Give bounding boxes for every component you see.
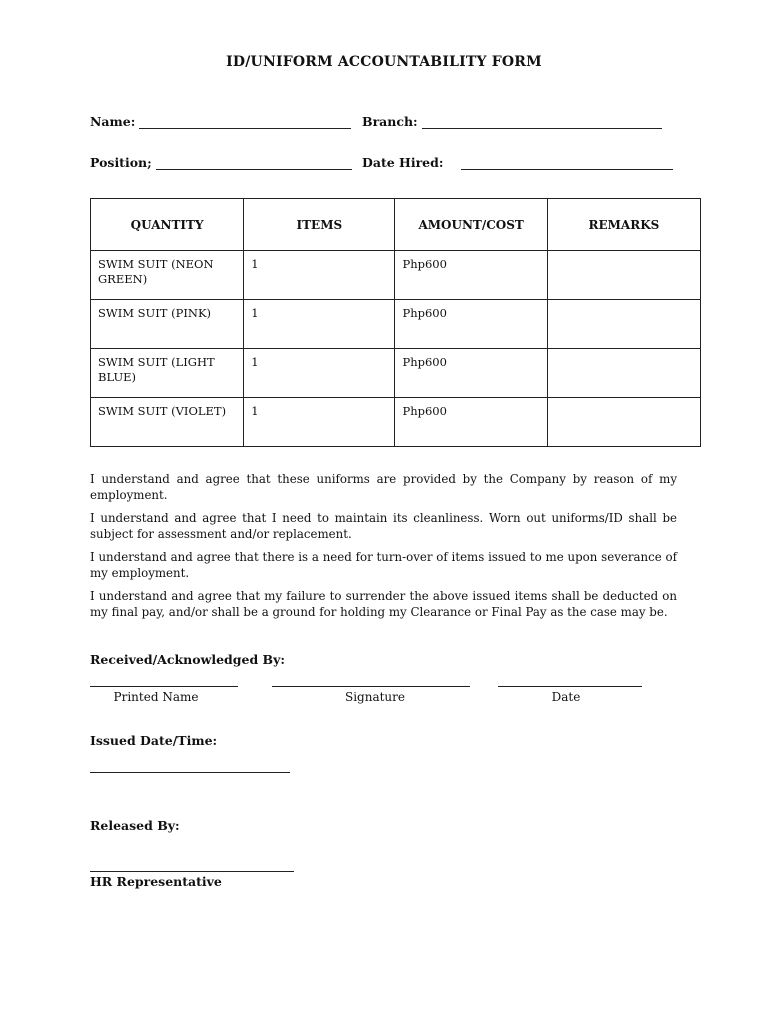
issued-date-line[interactable] [90, 772, 290, 773]
table-row [91, 251, 701, 300]
cell-amount: Php600 [395, 251, 547, 300]
agreement-paragraph-3: I understand and agree that there is a need for turn-over of items issued to me upon severance of my employment. [90, 550, 677, 580]
branch-input-line[interactable] [422, 116, 662, 129]
table-header-row [91, 199, 701, 251]
name-input-line[interactable] [139, 116, 351, 129]
printed-name-line[interactable] [90, 686, 238, 687]
table-row [91, 349, 701, 398]
cell-items: 1 [244, 300, 395, 349]
form-title: ID/UNIFORM ACCOUNTABILITY FORM [226, 54, 542, 70]
cell-items: 1 [244, 251, 395, 300]
items-table [90, 198, 701, 447]
header-items: ITEMS [244, 199, 395, 251]
position-label: Position; [90, 155, 152, 170]
cell-quantity: SWIM SUIT (LIGHT BLUE) [91, 349, 244, 398]
name-label: Name: [90, 114, 136, 129]
position-input-line[interactable] [156, 157, 352, 170]
cell-remarks[interactable] [547, 349, 700, 398]
date-hired-label: Date Hired: [362, 155, 444, 170]
cell-quantity: SWIM SUIT (NEON GREEN) [91, 251, 244, 300]
issued-label: Issued Date/Time: [90, 733, 218, 748]
branch-label: Branch: [362, 114, 418, 129]
cell-remarks[interactable] [547, 300, 700, 349]
cell-amount: Php600 [395, 398, 547, 447]
header-quantity: QUANTITY [91, 199, 244, 251]
branch-field [362, 114, 662, 129]
cell-remarks[interactable] [547, 251, 700, 300]
agreement-paragraph-2: I understand and agree that I need to maintain its cleanliness. Worn out uniforms/ID shall be subject for assessment and/or replacement. [90, 511, 677, 541]
date-caption: Date [551, 690, 581, 704]
date-hired-input-line[interactable] [461, 157, 673, 170]
hr-signature-line[interactable] [90, 871, 294, 872]
date-hired-field [362, 155, 673, 170]
table-row [91, 398, 701, 447]
table-row [91, 300, 701, 349]
cell-items: 1 [244, 398, 395, 447]
header-remarks: REMARKS [547, 199, 700, 251]
released-label: Released By: [90, 818, 180, 833]
cell-quantity: SWIM SUIT (PINK) [91, 300, 244, 349]
name-field [90, 114, 351, 129]
signature-caption: Signature [344, 690, 405, 704]
cell-remarks[interactable] [547, 398, 700, 447]
date-line[interactable] [498, 686, 642, 687]
cell-amount: Php600 [395, 300, 547, 349]
agreement-paragraph-1: I understand and agree that these uniforms are provided by the Company by reason of my employment. [90, 472, 677, 502]
cell-amount: Php600 [395, 349, 547, 398]
header-amount: AMOUNT/COST [395, 199, 547, 251]
cell-items: 1 [244, 349, 395, 398]
hr-representative-caption: HR Representative [90, 874, 222, 889]
received-label: Received/Acknowledged By: [90, 652, 286, 667]
position-field [90, 155, 352, 170]
cell-quantity: SWIM SUIT (VIOLET) [91, 398, 244, 447]
printed-name-caption: Printed Name [113, 690, 199, 704]
signature-line[interactable] [272, 686, 470, 687]
agreement-paragraph-4: I understand and agree that my failure to surrender the above issued items shall be deducted on my final pay, and/or shall be a ground for holding my Clearance or Final Pay as the case may be. [90, 589, 677, 619]
